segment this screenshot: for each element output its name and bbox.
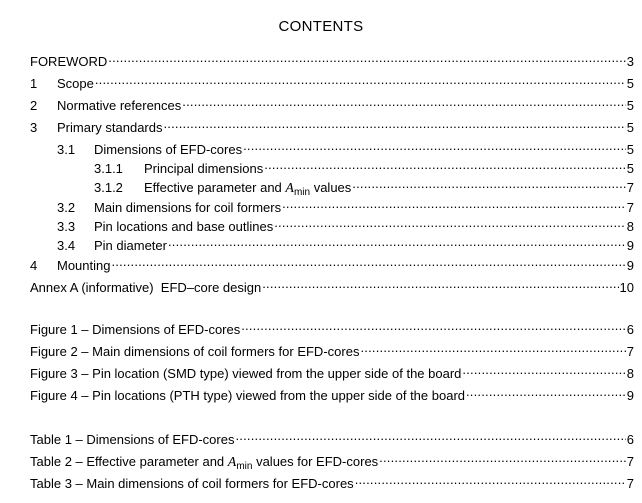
toc-entry-page: 8 bbox=[626, 219, 634, 234]
toc-entry-number: 3.2 bbox=[57, 200, 76, 215]
table-entry-3[interactable] bbox=[30, 472, 634, 491]
toc-entry-number: 3 bbox=[30, 120, 38, 135]
toc-entry-effective-parameter[interactable] bbox=[94, 176, 634, 198]
dot-leader bbox=[168, 234, 626, 250]
toc-entry-annex-a[interactable] bbox=[30, 276, 634, 295]
toc-entry-pin-locations[interactable] bbox=[57, 215, 634, 234]
toc-entry-dimensions-of-efd-cores[interactable] bbox=[57, 138, 634, 157]
toc-entry-primary-standards[interactable] bbox=[30, 116, 634, 135]
toc-entry-label: Pin diameter bbox=[94, 238, 167, 253]
toc-entry-label: Pin locations and base outlines bbox=[94, 219, 274, 234]
figure-entry-1[interactable] bbox=[30, 318, 634, 337]
figure-entry-4[interactable] bbox=[30, 384, 634, 403]
dot-leader bbox=[352, 176, 625, 192]
dot-leader bbox=[262, 276, 618, 292]
figure-entry-label: Figure 3 – Pin location (SMD type) viewed from the upper side of the board bbox=[30, 366, 462, 381]
label-text: Effective parameter and bbox=[144, 180, 286, 195]
toc-entry-page: 5 bbox=[626, 98, 634, 113]
figure-entry-3[interactable] bbox=[30, 362, 634, 381]
toc-entry-page: 5 bbox=[626, 76, 634, 91]
dot-leader bbox=[163, 116, 625, 132]
symbol-a: A bbox=[285, 181, 294, 196]
toc-entry-page: 5 bbox=[626, 120, 634, 135]
dot-leader bbox=[360, 340, 625, 356]
symbol-subscript: min bbox=[236, 461, 253, 472]
a-min-symbol bbox=[228, 455, 253, 470]
toc-entry-label: Mounting bbox=[57, 258, 111, 273]
dot-leader bbox=[108, 50, 625, 66]
page-title: CONTENTS bbox=[278, 18, 364, 35]
dot-leader bbox=[95, 72, 626, 88]
toc-entry-label: Normative references bbox=[57, 98, 182, 113]
figure-entry-page: 8 bbox=[626, 366, 634, 381]
toc-entry-number: 2 bbox=[30, 98, 38, 113]
toc-entry-number: 1 bbox=[30, 76, 38, 91]
figure-entry-page: 7 bbox=[626, 344, 634, 359]
toc-entry-number: 4 bbox=[30, 258, 38, 273]
dot-leader bbox=[282, 196, 626, 212]
toc-entry-label: Main dimensions for coil formers bbox=[94, 200, 282, 215]
table-entry-page: 6 bbox=[626, 432, 634, 447]
figure-entry-page: 9 bbox=[626, 388, 634, 403]
toc-entry-scope[interactable] bbox=[30, 72, 634, 91]
toc-entry-page: 7 bbox=[626, 200, 634, 215]
figure-entry-label: Figure 1 – Dimensions of EFD-cores bbox=[30, 322, 241, 337]
toc-entry-page: 5 bbox=[626, 142, 634, 157]
toc-entry-page: 7 bbox=[626, 180, 634, 195]
symbol-a: A bbox=[227, 455, 237, 470]
figure-entry-page: 6 bbox=[626, 322, 634, 337]
label-text: Table 2 – Effective parameter and bbox=[30, 454, 228, 469]
figure-entry-label: Figure 4 – Pin locations (PTH type) viewed from the upper side of the board bbox=[30, 388, 465, 403]
dot-leader bbox=[182, 94, 625, 110]
table-entry-1[interactable] bbox=[30, 428, 634, 447]
label-text: values for EFD-cores bbox=[252, 454, 379, 469]
table-entry-label: Table 3 – Main dimensions of coil formers for EFD-cores bbox=[30, 476, 354, 491]
figure-entry-2[interactable] bbox=[30, 340, 634, 359]
dot-leader bbox=[466, 384, 626, 400]
symbol-subscript: min bbox=[293, 187, 311, 198]
table-entry-2[interactable] bbox=[30, 450, 634, 472]
toc-entry-main-dimensions-coil-formers[interactable] bbox=[57, 196, 634, 215]
toc-entry-label: Primary standards bbox=[57, 120, 163, 135]
dot-leader bbox=[379, 450, 626, 466]
toc-entry-foreword[interactable] bbox=[30, 50, 634, 69]
dot-leader bbox=[243, 138, 626, 154]
dot-leader bbox=[241, 318, 626, 334]
toc-entry-number: 3.1.2 bbox=[94, 180, 123, 195]
toc-entry-number: 3.4 bbox=[57, 238, 76, 253]
toc-entry-number: 3.3 bbox=[57, 219, 76, 234]
toc-entry-label: Scope bbox=[57, 76, 94, 91]
table-entry-page: 7 bbox=[626, 454, 634, 469]
table-entry-page: 7 bbox=[626, 476, 634, 491]
dot-leader bbox=[264, 157, 626, 173]
toc-entry-page: 9 bbox=[626, 258, 634, 273]
toc-entry-page: 5 bbox=[626, 161, 634, 176]
figure-entry-label: Figure 2 – Main dimensions of coil formers for EFD-cores bbox=[30, 344, 360, 359]
toc-entry-pin-diameter[interactable] bbox=[57, 234, 634, 253]
label-text: values bbox=[310, 180, 352, 195]
toc-entry-label: FOREWORD bbox=[30, 54, 108, 69]
toc-entry-normative-references[interactable] bbox=[30, 94, 634, 113]
table-entry-label: Table 1 – Dimensions of EFD-cores bbox=[30, 432, 235, 447]
dot-leader bbox=[235, 428, 625, 444]
toc-entry-page: 10 bbox=[619, 280, 634, 295]
toc-entry-number: 3.1.1 bbox=[94, 161, 123, 176]
toc-entry-page: 3 bbox=[626, 54, 634, 69]
toc-entry-number: 3.1 bbox=[57, 142, 76, 157]
dot-leader bbox=[462, 362, 625, 378]
toc-entry-label: Dimensions of EFD-cores bbox=[94, 142, 243, 157]
a-min-symbol bbox=[285, 181, 310, 196]
toc-entry-label: Annex A (informative) EFD–core design bbox=[30, 280, 262, 295]
toc-entry-principal-dimensions[interactable] bbox=[94, 157, 634, 176]
dot-leader bbox=[111, 254, 625, 270]
toc-entry-page: 9 bbox=[626, 238, 634, 253]
dot-leader bbox=[274, 215, 626, 231]
toc-entry-mounting[interactable] bbox=[30, 254, 634, 273]
toc-entry-label: Principal dimensions bbox=[144, 161, 264, 176]
dot-leader bbox=[355, 472, 626, 488]
